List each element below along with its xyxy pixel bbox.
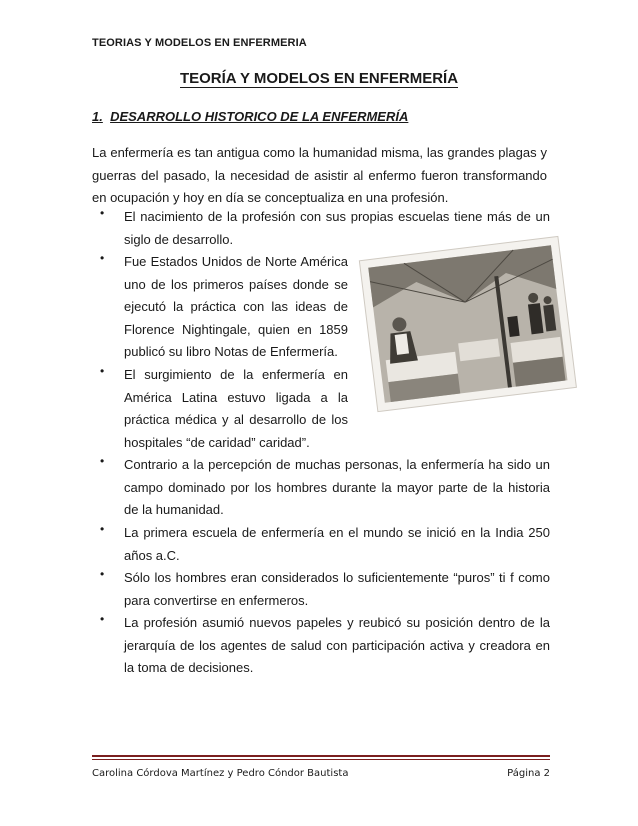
bullet-item: La profesión asumió nuevos papeles y reubicó su posición dentro de la jerarquía de los agentes de salud con participación activa y creadora en la toma de decisiones. bbox=[124, 615, 550, 675]
bullet-marker: • bbox=[100, 522, 105, 536]
section-heading bbox=[92, 109, 408, 124]
section-number: 1. bbox=[92, 109, 103, 124]
bullet-marker: • bbox=[100, 567, 105, 581]
bullet-marker: • bbox=[100, 206, 105, 220]
footer-rule bbox=[92, 755, 550, 757]
bullet-marker: • bbox=[100, 612, 105, 626]
bullet-item: Sólo los hombres eran considerados lo suficientemente “puros” ti f como para convertirse en enfermeros. bbox=[124, 570, 550, 608]
historic-hospital-illustration bbox=[352, 230, 584, 420]
footer-rule-thin bbox=[92, 759, 550, 760]
bullet-item: El surgimiento de la enfermería en América Latina estuvo ligada a la práctica médica y al desarrollo de los hospitales “de caridad” caridad”. bbox=[124, 367, 348, 450]
bullet-item: El nacimiento de la profesión con sus propias escuelas tiene más de un siglo de desarrollo. bbox=[124, 209, 550, 247]
bullet-item: Contrario a la percepción de muchas personas, la enfermería ha sido un campo dominado por los hombres durante la mayor parte de la historia de la humanidad. bbox=[124, 457, 550, 517]
page-number: Página 2 bbox=[507, 768, 550, 779]
document-title bbox=[0, 70, 638, 87]
section-title: DESARROLLO HISTORICO DE LA ENFERMERÍA bbox=[110, 109, 409, 124]
intro-paragraph: La enfermería es tan antigua como la humanidad misma, las grandes plagas y guerras del pasado, la necesidad de asistir al enfermo fueron transformando en ocupación y hoy en día se conceptualiza en una profesión. bbox=[92, 145, 547, 205]
bullet-item: Fue Estados Unidos de Norte América uno de los primeros países donde se ejecutó la práctica con las ideas de Florence Nightingale, quien en 1859 publicó su libro Notas de Enfermería. bbox=[124, 254, 348, 359]
footer-authors: Carolina Córdova Martínez y Pedro Cóndor Bautista bbox=[92, 768, 349, 779]
bullet-marker: • bbox=[100, 251, 105, 265]
bullet-item: La primera escuela de enfermería en el mundo se inició en la India 250 años a.C. bbox=[124, 525, 550, 563]
document-title-text: TEORÍA Y MODELOS EN ENFERMERÍA bbox=[179, 70, 459, 87]
bullet-marker: • bbox=[100, 364, 105, 378]
bullet-marker: • bbox=[100, 454, 105, 468]
page-header: TEORIAS Y MODELOS EN ENFERMERIA bbox=[92, 37, 307, 49]
